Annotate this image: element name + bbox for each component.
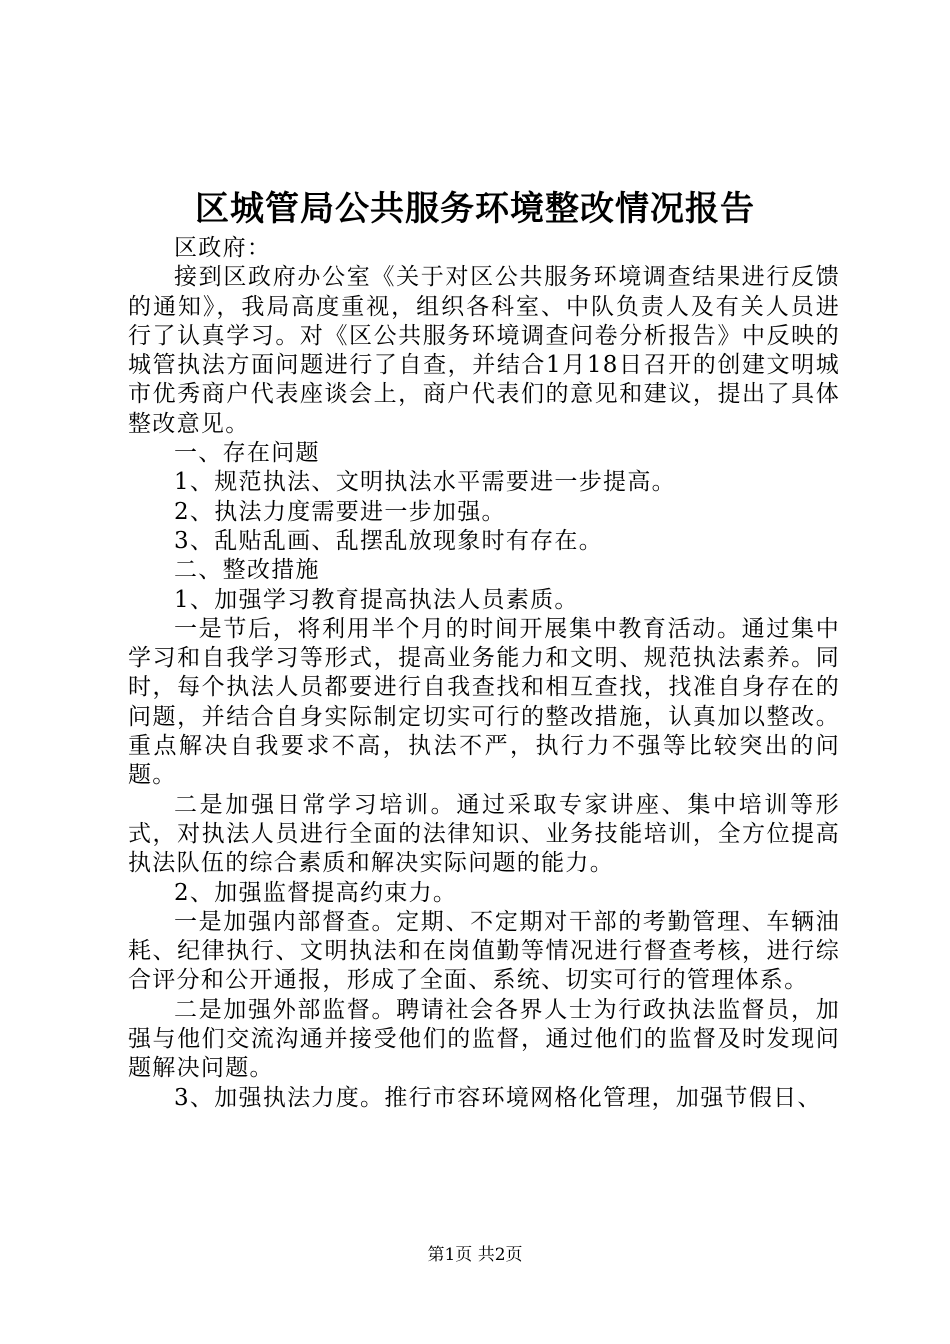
problem-item-3: 3、乱贴乱画、乱摆乱放现象时有存在。	[174, 527, 604, 554]
salutation: 区政府：	[174, 235, 272, 261]
measure-2-point-2: 二是加强外部监督。聘请社会各界人士为行政执法监督员，加强与他们交流沟通并接受他们的监督，通过他们的监督及时发现问题解决问题。	[128, 996, 840, 1082]
page-footer: 第1页 共2页	[427, 1245, 523, 1265]
measure-heading-1: 1、加强学习教育提高执法人员素质。	[174, 586, 579, 613]
measure-1-point-2: 二是加强日常学习培训。通过采取专家讲座、集中培训等形式，对执法人员进行全面的法律知识、业务技能培训，全方位提高执法队伍的综合素质和解决实际问题的能力。	[128, 791, 840, 877]
paragraph-intro: 接到区政府办公室《关于对区公共服务环境调查结果进行反馈的通知》，我局高度重视，组织各科室、中队负责人及有关人员进行了认真学习。对《区公共服务环境调查问卷分析报告》中反映的城管执法方面问题进行了自查，并结合1月18日召开的创建文明城市优秀商户代表座谈会上，商户代表们的意见和建议，提出了具体整改意见。	[128, 264, 840, 437]
document-title: 区城管局公共服务环境整改情况报告	[195, 189, 755, 229]
problem-item-2: 2、执法力度需要进一步加强。	[174, 498, 506, 525]
measure-1-point-1: 一是节后，将利用半个月的时间开展集中教育活动。通过集中学习和自我学习等形式，提高业务能力和文明、规范执法素养。同时，每个执法人员都要进行自我查找和相互查找，找准自身存在的问题，并结合自身实际制定切实可行的整改措施，认真加以整改。重点解决自我要求不高，执法不严，执行力不强等比较突出的问题。	[128, 615, 840, 789]
problem-item-1: 1、规范执法、文明执法水平需要进一步提高。	[174, 469, 676, 496]
measure-heading-3: 3、加强执法力度。推行市容环境网格化管理，加强节假日、	[174, 1084, 822, 1111]
section-heading-measures: 二、整改措施	[174, 557, 320, 584]
measure-heading-2: 2、加强监督提高约束力。	[174, 879, 458, 906]
section-heading-problems: 一、存在问题	[174, 440, 320, 467]
measure-2-point-1: 一是加强内部督查。定期、不定期对干部的考勤管理、车辆油耗、纪律执行、文明执法和在岗值勤等情况进行督查考核，进行综合评分和公开通报，形成了全面、系统、切实可行的管理体系。	[128, 908, 840, 994]
document-body	[128, 234, 840, 1113]
